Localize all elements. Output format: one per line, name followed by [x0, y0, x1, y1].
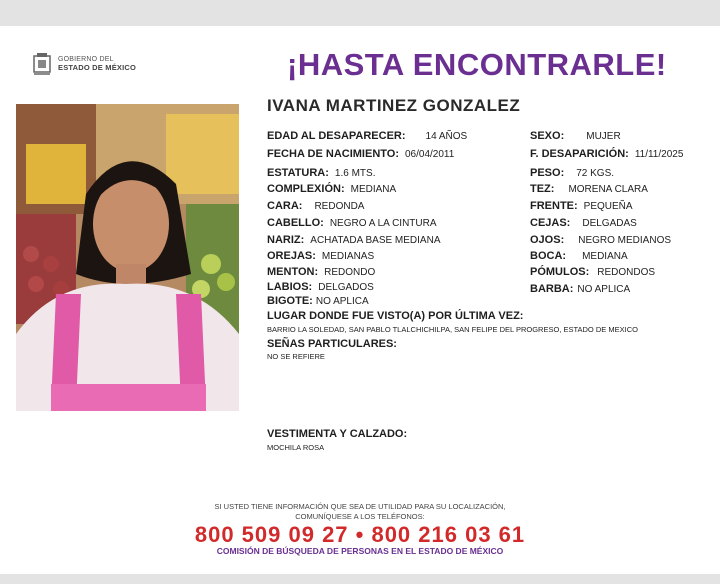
- phone-numbers[interactable]: 800 509 09 27 • 800 216 03 61: [194, 522, 526, 547]
- state-seal-icon: [32, 52, 52, 76]
- info-line-1: SI USTED TIENE INFORMACIÓN QUE SEA DE UTILIDAD PARA SU LOCALIZACIÓN,: [214, 502, 506, 511]
- field-nariz: [267, 234, 441, 246]
- field-label: BARBA:: [530, 283, 574, 295]
- field-label: ESTATURA:: [267, 167, 329, 179]
- field-desaparicion: [530, 148, 683, 160]
- field-value: NO APLICA: [577, 284, 631, 295]
- field-label: CEJAS:: [530, 217, 571, 229]
- field-boca: [530, 250, 628, 262]
- field-value: REDONDA: [314, 201, 365, 212]
- field-label: FECHA DE NACIMIENTO:: [267, 148, 399, 160]
- field-cara: [267, 200, 364, 212]
- field-value: MEDIANA: [582, 251, 628, 262]
- person-name: IVANA MARTINEZ GONZALEZ: [267, 96, 521, 115]
- field-label: BIGOTE:: [267, 295, 313, 307]
- field-value: 06/04/2011: [405, 149, 455, 160]
- field-bigote: [267, 295, 369, 307]
- field-label: NARIZ:: [267, 234, 305, 246]
- field-label: OJOS:: [530, 234, 565, 246]
- field-value: NO APLICA: [315, 296, 369, 307]
- field-value: DELGADOS: [318, 282, 374, 293]
- field-value: MEDIANA: [350, 184, 397, 195]
- field-label: MENTON:: [267, 266, 319, 278]
- field-label: CABELLO:: [267, 217, 324, 229]
- field-value: REDONDOS: [597, 267, 656, 278]
- field-nacimiento: [267, 148, 454, 160]
- senas-label: SEÑAS PARTICULARES:: [267, 338, 397, 350]
- field-value: 14 AÑOS: [425, 131, 468, 142]
- field-barba: [530, 283, 630, 295]
- field-label: PESO:: [530, 167, 565, 179]
- senas-value: NO SE REFIERE: [267, 352, 325, 361]
- vestimenta-value: MOCHILA ROSA: [267, 443, 325, 452]
- missing-person-photo: [16, 104, 239, 411]
- logo-line-1: GOBIERNO DEL: [58, 56, 114, 63]
- field-label: F. DESAPARICIÓN:: [530, 148, 629, 160]
- vestimenta-label: VESTIMENTA Y CALZADO:: [267, 428, 408, 440]
- field-value: 1.6 MTS.: [334, 168, 376, 179]
- field-label: FRENTE:: [530, 200, 578, 212]
- lugar-value: BARRIO LA SOLEDAD, SAN PABLO TLALCHICHILPA, SAN FELIPE DEL PROGRESO, ESTADO DE MEXICO: [267, 325, 638, 334]
- field-value: 72 KGS.: [576, 168, 615, 179]
- field-sexo: [530, 130, 621, 142]
- field-label: SEXO:: [530, 130, 565, 142]
- info-line-2: COMUNÍQUESE A LOS TELÉFONOS:: [295, 512, 425, 521]
- field-estatura: [267, 167, 376, 179]
- field-ojos: [530, 234, 671, 246]
- headline: ¡HASTA ENCONTRARLE!: [287, 47, 667, 82]
- field-label: EDAD AL DESAPARECER:: [267, 130, 406, 142]
- field-orejas: [267, 250, 374, 262]
- logo-line-2: ESTADO DE MÉXICO: [58, 63, 137, 72]
- field-cabello: [267, 217, 437, 229]
- field-edad: [267, 130, 467, 142]
- field-value: PEQUEÑA: [583, 201, 633, 212]
- field-value: MORENA CLARA: [568, 184, 648, 195]
- field-value: MEDIANAS: [321, 251, 375, 262]
- field-menton: [267, 266, 375, 278]
- field-value: ACHATADA BASE MEDIANA: [310, 235, 441, 246]
- info-text: [0, 502, 720, 522]
- field-label: COMPLEXIÓN:: [267, 183, 345, 195]
- field-value: NEGRO MEDIANOS: [578, 235, 672, 246]
- field-cejas: [530, 217, 637, 229]
- field-labios: [267, 281, 374, 293]
- field-value: MUJER: [586, 131, 621, 142]
- field-label: PÓMULOS:: [530, 266, 590, 278]
- field-tez: [530, 183, 648, 195]
- footer-commission: COMISIÓN DE BÚSQUEDA DE PERSONAS EN EL ESTADO DE MÉXICO: [216, 546, 504, 556]
- field-value: NEGRO A LA CINTURA: [329, 218, 437, 229]
- field-label: BOCA:: [530, 250, 567, 262]
- lugar-label: LUGAR DONDE FUE VISTO(A) POR ÚLTIMA VEZ:: [267, 310, 524, 322]
- field-value: 11/11/2025: [634, 149, 684, 160]
- field-label: LABIOS:: [267, 281, 313, 293]
- field-peso: [530, 167, 614, 179]
- field-value: REDONDO: [324, 267, 376, 278]
- field-frente: [530, 200, 633, 212]
- government-logo: [32, 52, 136, 76]
- field-pomulos: [530, 266, 655, 278]
- field-label: OREJAS:: [267, 250, 316, 262]
- field-label: TEZ:: [530, 183, 555, 195]
- field-label: CARA:: [267, 200, 303, 212]
- field-value: DELGADAS: [582, 218, 637, 229]
- field-complexion: [267, 183, 396, 195]
